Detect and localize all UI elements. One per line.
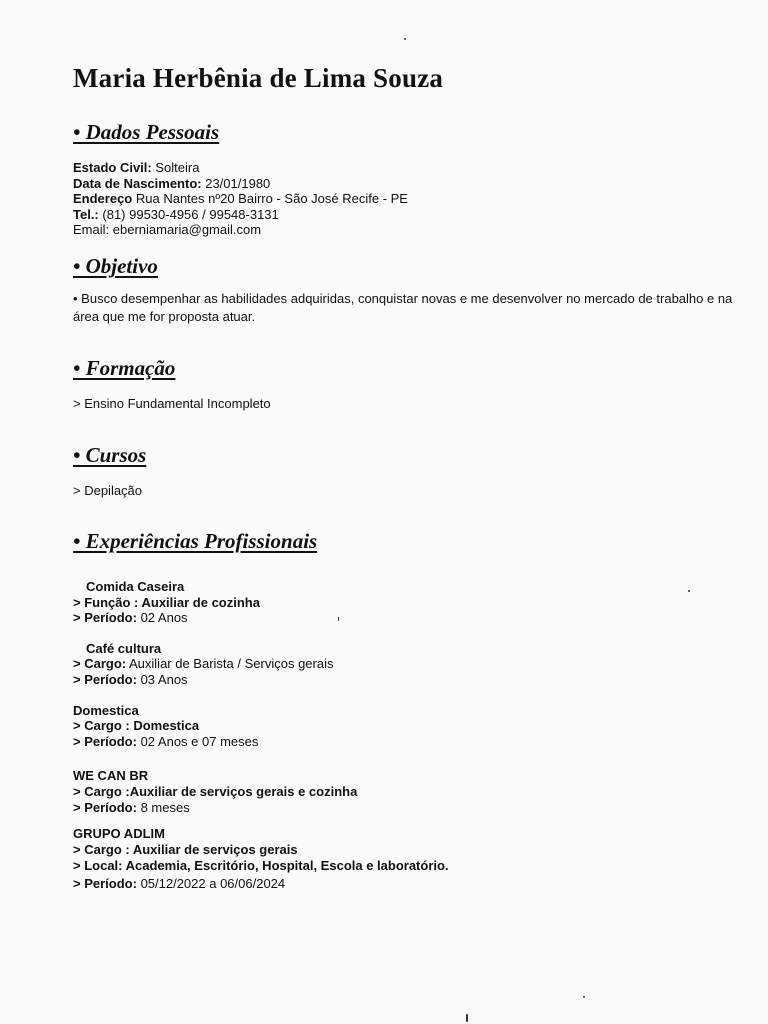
section-title-objetivo: • Objetivo [73, 254, 158, 278]
experience-period-label: > Período: [73, 876, 137, 891]
section-title-formacao: • Formação [73, 356, 176, 380]
experience-role-line [73, 784, 357, 800]
experience-role-value: Domestica [133, 718, 200, 733]
experience-period-line [73, 876, 285, 892]
scan-speck [688, 590, 690, 592]
experience-role-label: > Cargo : [73, 842, 133, 857]
experience-local-value: Academia, Escritório, Hospital, Escola e laboratório. [125, 858, 449, 873]
endereco-line [73, 191, 408, 207]
email-value: eberniamaria@gmail.com [112, 222, 262, 237]
endereco-label: Endereço [73, 191, 133, 206]
page-title: Maria Herbênia de Lima Souza [73, 63, 444, 93]
experience-period-value: 03 Anos [140, 672, 188, 687]
estado-civil-line [73, 160, 199, 176]
scan-speck [338, 617, 339, 621]
experience-role-value: Auxiliar de serviços gerais [132, 842, 298, 857]
experience-period-line [73, 800, 190, 816]
experience-role-line [73, 595, 260, 611]
experience-period-value: 02 Anos [140, 610, 188, 625]
experience-company: GRUPO ADLIM [73, 826, 165, 841]
section-title-dados-pessoais: • Dados Pessoais [73, 120, 220, 144]
experience-period-line [73, 672, 188, 688]
nascimento-line [73, 176, 270, 192]
scan-speck [583, 996, 585, 998]
experience-role-value: Auxiliar de serviços gerais e cozinha [129, 784, 358, 799]
experience-period-value: 8 meses [140, 800, 190, 815]
experience-role-line [73, 842, 298, 858]
email-label: Email: [73, 222, 110, 237]
tel-line [73, 207, 279, 223]
experience-company: Domestica [73, 703, 139, 718]
cursos-item: > Depilação [73, 483, 143, 498]
estado-civil-label: Estado Civil: [73, 160, 152, 175]
section-title-experiencias: • Experiências Profissionais [73, 529, 318, 553]
experience-company: Comida Caseira [86, 579, 185, 594]
experience-role-label: > Cargo : [73, 718, 134, 733]
endereco-value: Rua Nantes nº20 Bairro - São José Recife - PE [135, 191, 408, 206]
formacao-item: > Ensino Fundamental Incompleto [73, 396, 271, 411]
experience-company: Café cultura [86, 641, 162, 656]
experience-role-label: > Função : [73, 595, 142, 610]
scan-speck [466, 1014, 468, 1022]
experience-role-value: Auxiliar de Barista / Serviços gerais [129, 656, 334, 671]
nascimento-label: Data de Nascimento: [73, 176, 202, 191]
tel-value: (81) 99530-4956 / 99548-3131 [102, 207, 279, 222]
experience-period-line [73, 610, 188, 626]
experience-period-label: > Período: [73, 610, 137, 625]
experience-local-line [73, 858, 449, 874]
experience-period-line [73, 734, 258, 750]
experience-role-label: > Cargo: [73, 656, 127, 671]
experience-role-label: > Cargo : [73, 784, 130, 799]
experience-role-line [73, 656, 333, 672]
experience-role-line [73, 718, 199, 734]
scan-speck [404, 38, 406, 40]
experience-period-label: > Período: [73, 734, 137, 749]
email-line [73, 222, 261, 238]
tel-label: Tel.: [73, 207, 99, 222]
estado-civil-value: Solteira [155, 160, 200, 175]
experience-company: WE CAN BR [73, 768, 149, 783]
experience-period-label: > Período: [73, 672, 137, 687]
nascimento-value: 23/01/1980 [205, 176, 271, 191]
objetivo-text: • Busco desempenhar as habilidades adquiridas, conquistar novas e me desenvolver no mercado de trabalho e na área que me for proposta atuar. [73, 291, 733, 324]
experience-local-label: > Local: [73, 858, 126, 873]
experience-period-value: 02 Anos e 07 meses [140, 734, 259, 749]
experience-period-label: > Período: [73, 800, 137, 815]
section-title-cursos: • Cursos [73, 443, 147, 467]
experience-role-value: Auxiliar de cozinha [141, 595, 260, 610]
experience-period-value: 05/12/2022 a 06/06/2024 [140, 876, 286, 891]
